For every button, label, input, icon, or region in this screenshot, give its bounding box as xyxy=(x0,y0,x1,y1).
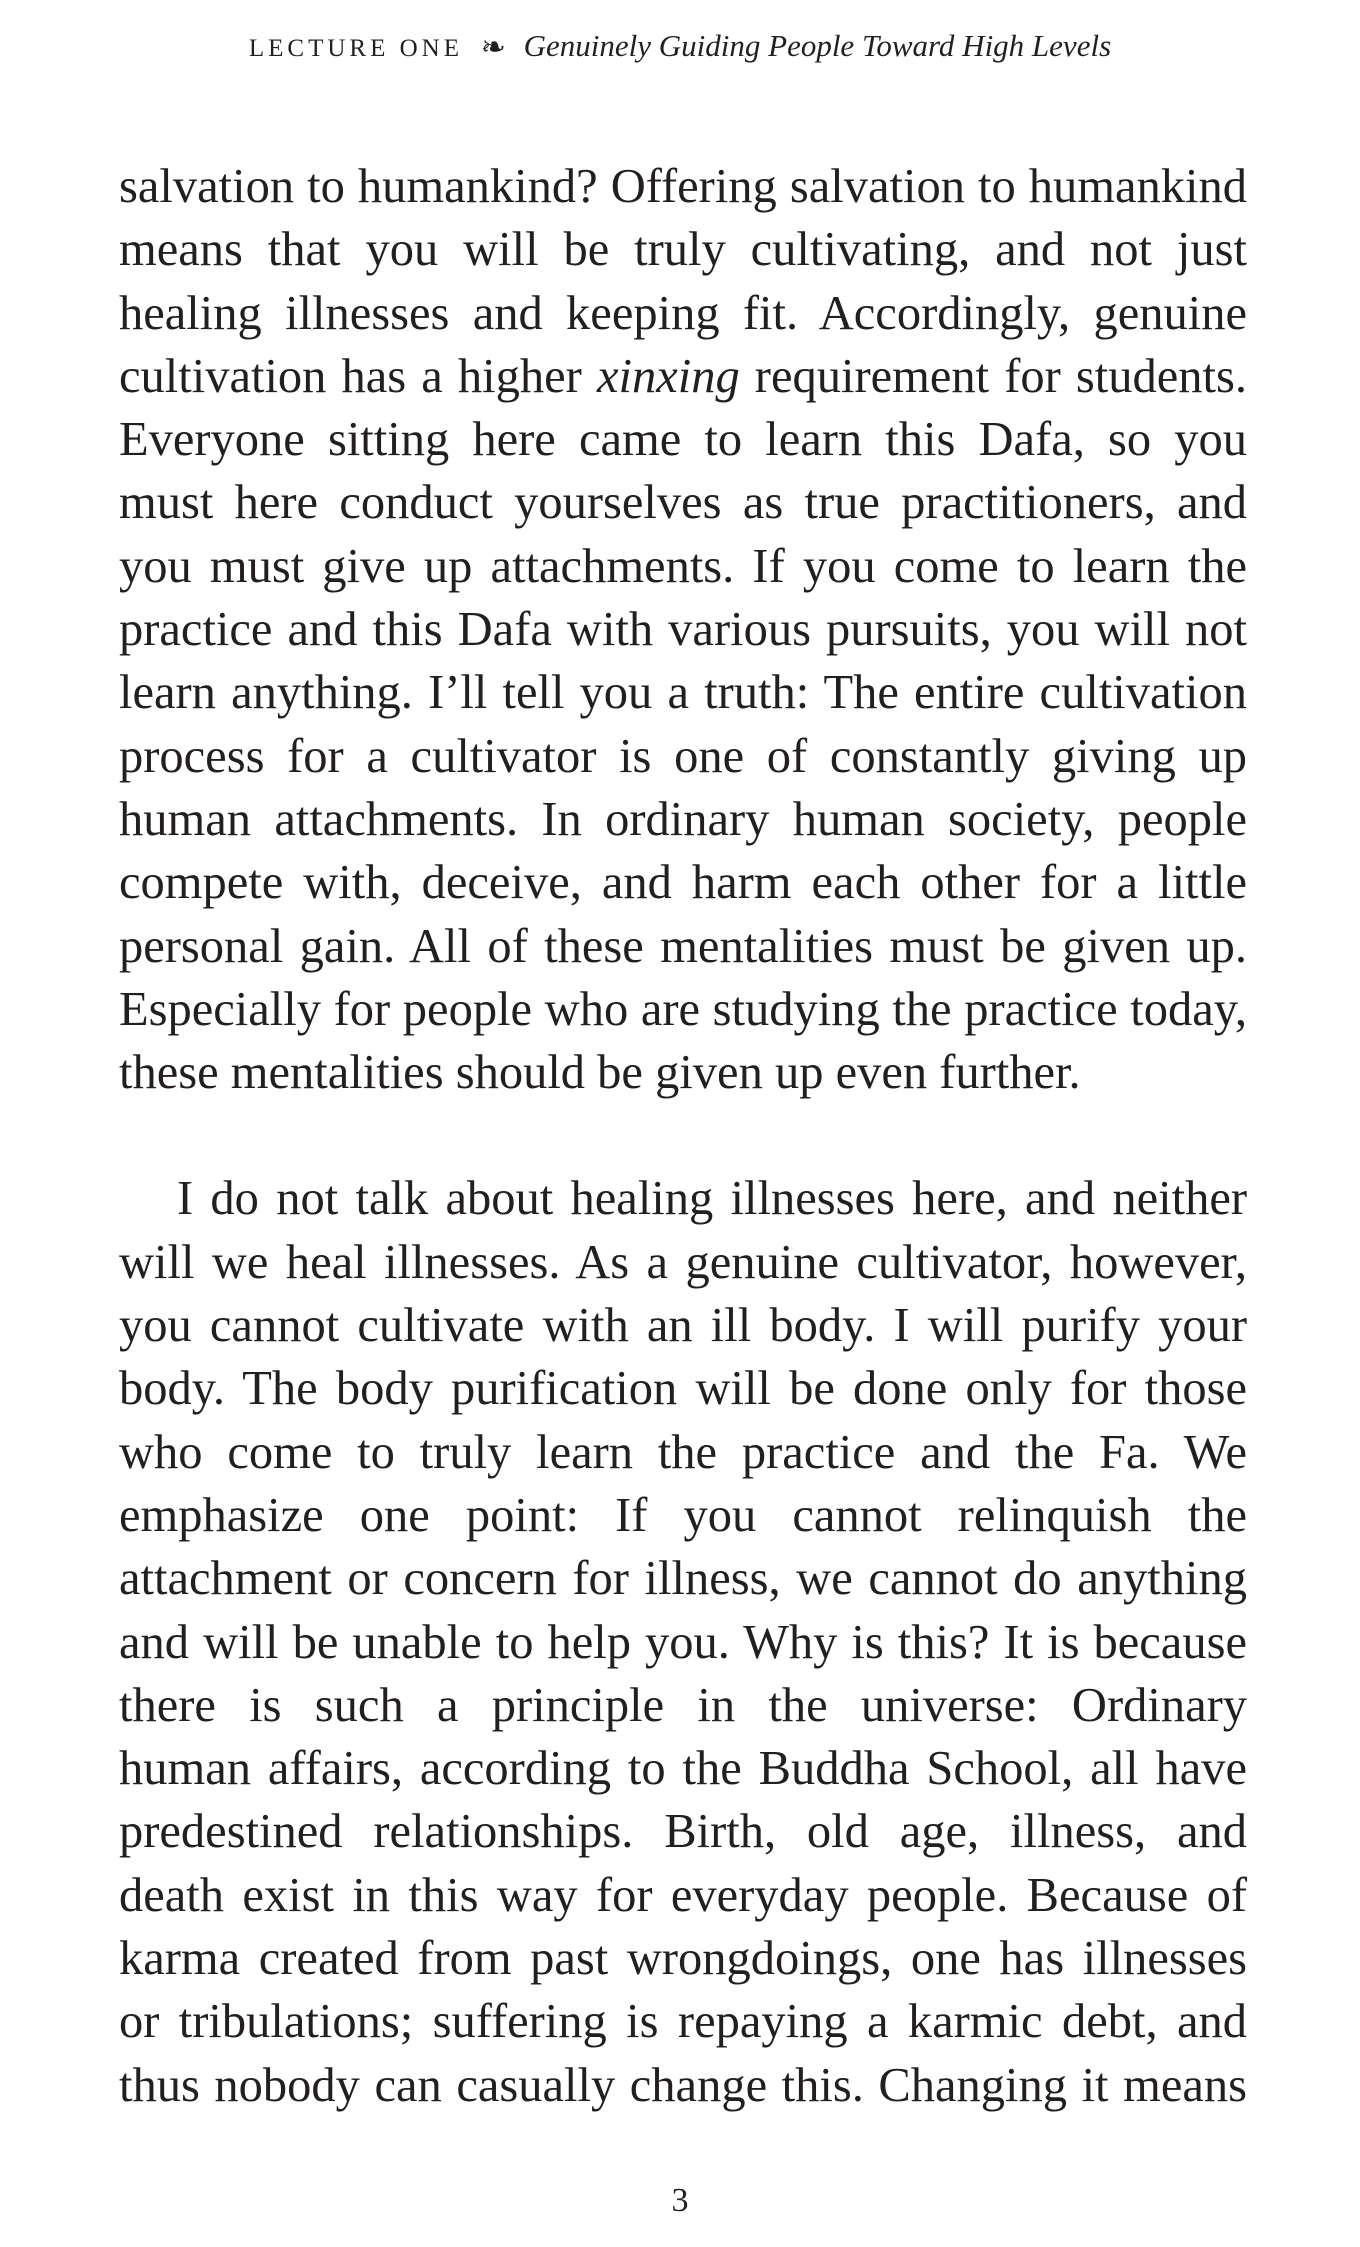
text-line: you cannot cultivate with an ill body. I will purify your xyxy=(119,1299,1247,1353)
text-run: requirement for students. xyxy=(739,349,1247,403)
text-line xyxy=(119,345,1247,408)
text-line: there is such a principle in the universe: Ordinary xyxy=(119,1678,1247,1732)
text-line: human affairs, according to the Buddha School, all have xyxy=(119,1742,1247,1796)
emphasis-term: xinxing xyxy=(596,349,740,403)
text-line: Everyone sitting here came to learn this Dafa, so you xyxy=(119,413,1247,467)
running-head xyxy=(0,28,1360,64)
body-text xyxy=(119,155,1247,2117)
text-line: thus nobody can casually change this. Changing it means xyxy=(119,2058,1247,2112)
page-number: 3 xyxy=(671,2182,689,2219)
paragraph-1 xyxy=(119,155,1247,1104)
text-line: salvation to humankind? Offering salvation to humankind xyxy=(119,160,1247,213)
text-line: or tribulations; suffering is repaying a karmic debt, and xyxy=(119,1995,1247,2049)
text-line: predestined relationships. Birth, old age, illness, and xyxy=(119,1805,1247,1859)
text-line: and will be unable to help you. Why is this? It is because xyxy=(119,1615,1247,1669)
running-head-section: LECTURE ONE xyxy=(248,35,463,62)
paragraph-2 xyxy=(119,1167,1247,2116)
text-line: practice and this Dafa with various pursuits, you will not xyxy=(119,603,1247,657)
text-run: cultivation has a higher xyxy=(119,349,597,403)
text-line: body. The body purification will be done only for those xyxy=(119,1362,1247,1416)
text-line: will we heal illnesses. As a genuine cultivator, however, xyxy=(119,1235,1247,1289)
text-line: personal gain. All of these mentalities must be given up. xyxy=(119,919,1247,973)
text-line: I do not talk about healing illnesses here, and neither xyxy=(177,1172,1247,1226)
text-line: emphasize one point: If you cannot relinquish the xyxy=(119,1488,1247,1542)
text-line: healing illnesses and keeping fit. Accordingly, genuine xyxy=(119,286,1247,340)
text-line: who come to truly learn the practice and the Fa. We xyxy=(119,1425,1247,1479)
text-line: must here conduct yourselves as true practitioners, and xyxy=(119,476,1247,530)
text-line: means that you will be truly cultivating, and not just xyxy=(119,223,1247,277)
text-line: human attachments. In ordinary human society, people xyxy=(119,792,1247,846)
text-line: you must give up attachments. If you come to learn the xyxy=(119,539,1247,593)
fleuron-icon: ❧ xyxy=(480,31,506,64)
text-line: Especially for people who are studying the practice today, xyxy=(119,982,1247,1036)
running-head-title: Genuinely Guiding People Toward High Levels xyxy=(523,28,1112,63)
text-line: attachment or concern for illness, we cannot do anything xyxy=(119,1552,1247,1606)
text-line: death exist in this way for everyday people. Because of xyxy=(119,1868,1247,1922)
text-line: karma created from past wrongdoings, one has illnesses xyxy=(119,1932,1247,1986)
text-line: process for a cultivator is one of constantly giving up xyxy=(119,729,1247,783)
text-line: learn anything. I’ll tell you a truth: The entire cultivation xyxy=(119,666,1247,720)
text-line: compete with, deceive, and harm each other for a little xyxy=(119,856,1247,910)
text-line: these mentalities should be given up even further. xyxy=(119,1046,1081,1100)
